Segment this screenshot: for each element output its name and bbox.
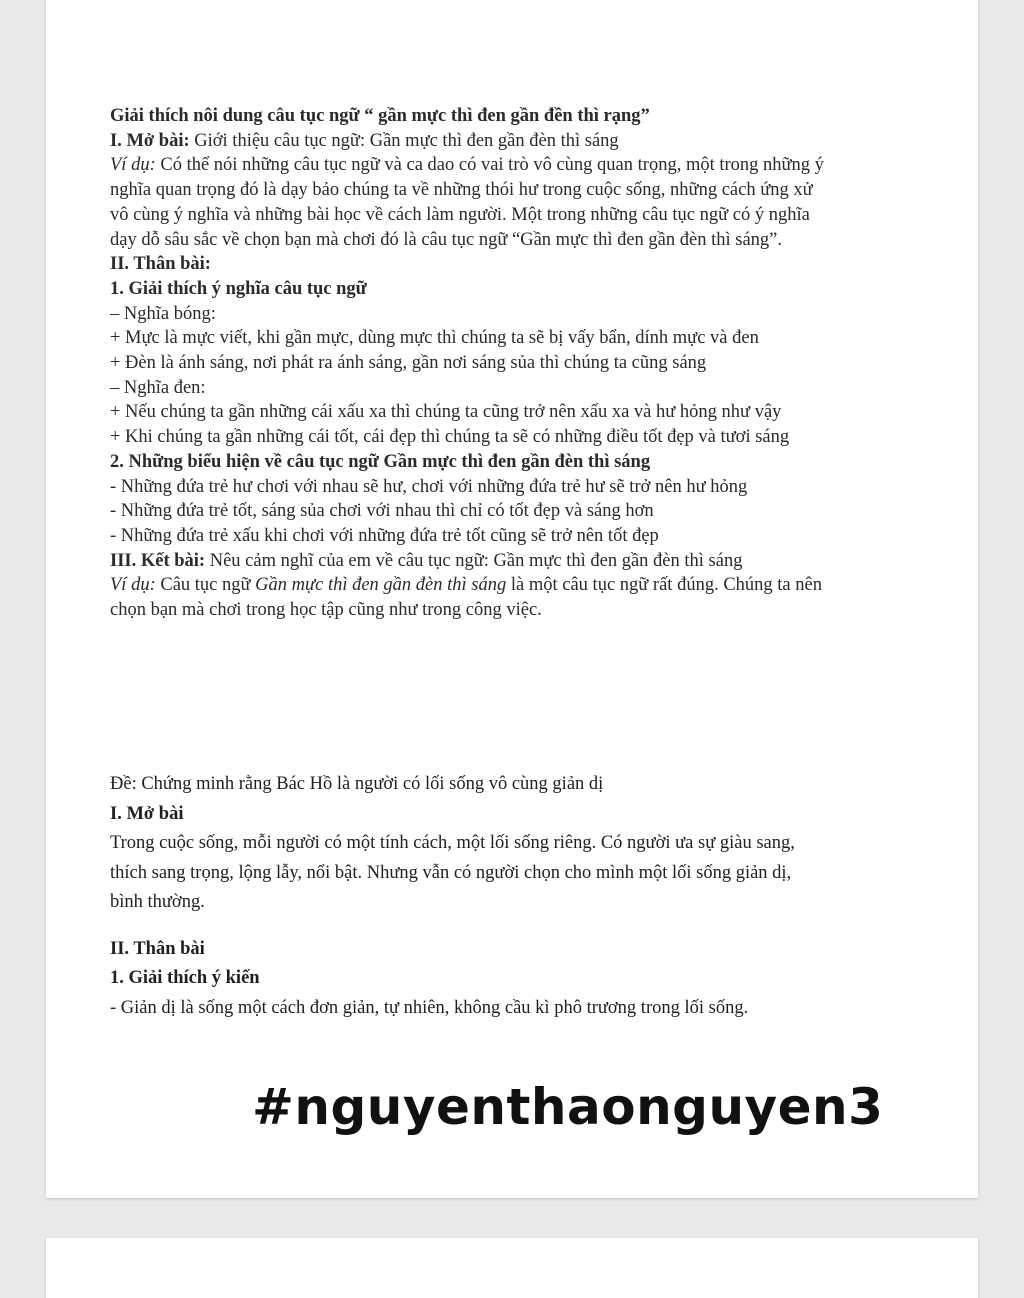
body-heading: II. Thân bài: — [110, 254, 211, 275]
list-item: - Những đứa trẻ hư chơi với nhau sẽ hư, chơi với những đứa trẻ hư sẽ trở nên hư hỏng — [110, 476, 748, 497]
conclusion-text: Nêu cảm nghĩ của em về câu tục ngữ: Gần mực thì đen gần đèn thì sáng — [205, 550, 743, 571]
explain-heading: 1. Giải thích ý nghĩa câu tục ngữ — [110, 278, 367, 299]
example-paragraph — [110, 153, 830, 252]
paragraph-spacer — [110, 918, 810, 935]
conclusion-example — [110, 573, 830, 622]
intro-heading: I. Mở bài: — [110, 130, 190, 151]
essay-2-prompt: Đề: Chứng minh rằng Bác Hồ là người có lối sống vô cùng giản dị — [110, 774, 604, 794]
conclusion-example-italic: Gần mực thì đen gần đèn thì sáng — [255, 575, 507, 596]
list-item: + Khi chúng ta gần những cái tốt, cái đẹp thì chúng ta sẽ có những điều tốt đẹp và tươi sáng — [110, 427, 790, 448]
essay-2-intro-heading: I. Mở bài — [110, 803, 184, 824]
literal-label: – Nghĩa đen: — [110, 377, 206, 398]
essay-2-explain-heading: 1. Giải thích ý kiến — [110, 968, 260, 988]
watermark-text: #nguyenthaonguyen3 — [252, 1078, 884, 1136]
conclusion-paragraph — [110, 549, 830, 574]
example-label: Ví dụ: — [110, 155, 156, 176]
intro-text: Giới thiệu câu tục ngữ: Gần mực thì đen gần đèn thì sáng — [189, 130, 619, 151]
conclusion-example-pre: Câu tục ngữ — [155, 575, 256, 596]
essay-2-intro-text: Trong cuộc sống, mỗi người có một tính cách, một lối sống riêng. Có người ưa sự giàu sang, thích sang trọng, lộng lẫy, nổi bật. Nhưng vẫn có người chọn cho mình một lối sống giản dị, bình thường. — [110, 833, 795, 912]
essay-1 — [110, 104, 830, 623]
intro-paragraph — [110, 129, 830, 154]
example-text: Có thể nói những câu tục ngữ và ca dao có vai trò vô cùng quan trọng, một trong những ý nghĩa quan trọng đó là dạy bảo chúng ta về những thói hư trong cuộc sống, những cách ứng xử vô cùng ý nghĩa và những bài học về cách làm người. Một trong những câu tục ngữ có ý nghĩa dạy dỗ sâu sắc về chọn bạn mà chơi đó là câu tục ngữ “Gần mực thì đen gần đèn thì sáng”. — [110, 155, 824, 250]
list-item: - Những đứa trẻ xấu khi chơi với những đứa trẻ tốt cũng sẽ trở nên tốt đẹp — [110, 525, 659, 546]
list-item: + Mực là mực viết, khi gần mực, dùng mực thì chúng ta sẽ bị vấy bẩn, dính mực và đen — [110, 328, 759, 349]
manifest-heading: 2. Những biểu hiện về câu tục ngữ Gần mực thì đen gần đèn thì sáng — [110, 451, 651, 472]
conclusion-example-label: Ví dụ: — [110, 575, 156, 596]
conclusion-example-post: là một câu tục ngữ rất đúng. Chúng ta nên chọn bạn mà chơi trong học tập cũng như trong công việc. — [110, 575, 822, 621]
next-document-page — [46, 1238, 978, 1298]
essay-title: Giải thích nôi dung câu tục ngữ “ gần mực thì đen gần đền thì rạng” — [110, 106, 650, 126]
conclusion-heading: III. Kết bài: — [110, 550, 206, 571]
essay-2-body-heading: II. Thân bài — [110, 938, 205, 959]
essay-2 — [110, 770, 810, 1023]
list-item: - Những đứa trẻ tốt, sáng sủa chơi với nhau thì chỉ có tốt đẹp và sáng hơn — [110, 501, 654, 522]
essay-2-explain-text: - Giản dị là sống một cách đơn giản, tự nhiên, không cầu kì phô trương trong lối sống. — [110, 997, 749, 1018]
list-item: + Đèn là ánh sáng, nơi phát ra ánh sáng, gần nơi sáng sủa thì chúng ta cũng sáng — [110, 353, 707, 374]
figurative-label: – Nghĩa bóng: — [110, 303, 216, 324]
list-item: + Nếu chúng ta gần những cái xấu xa thì chúng ta cũng trở nên xấu xa và hư hỏng như vậy — [110, 402, 782, 423]
